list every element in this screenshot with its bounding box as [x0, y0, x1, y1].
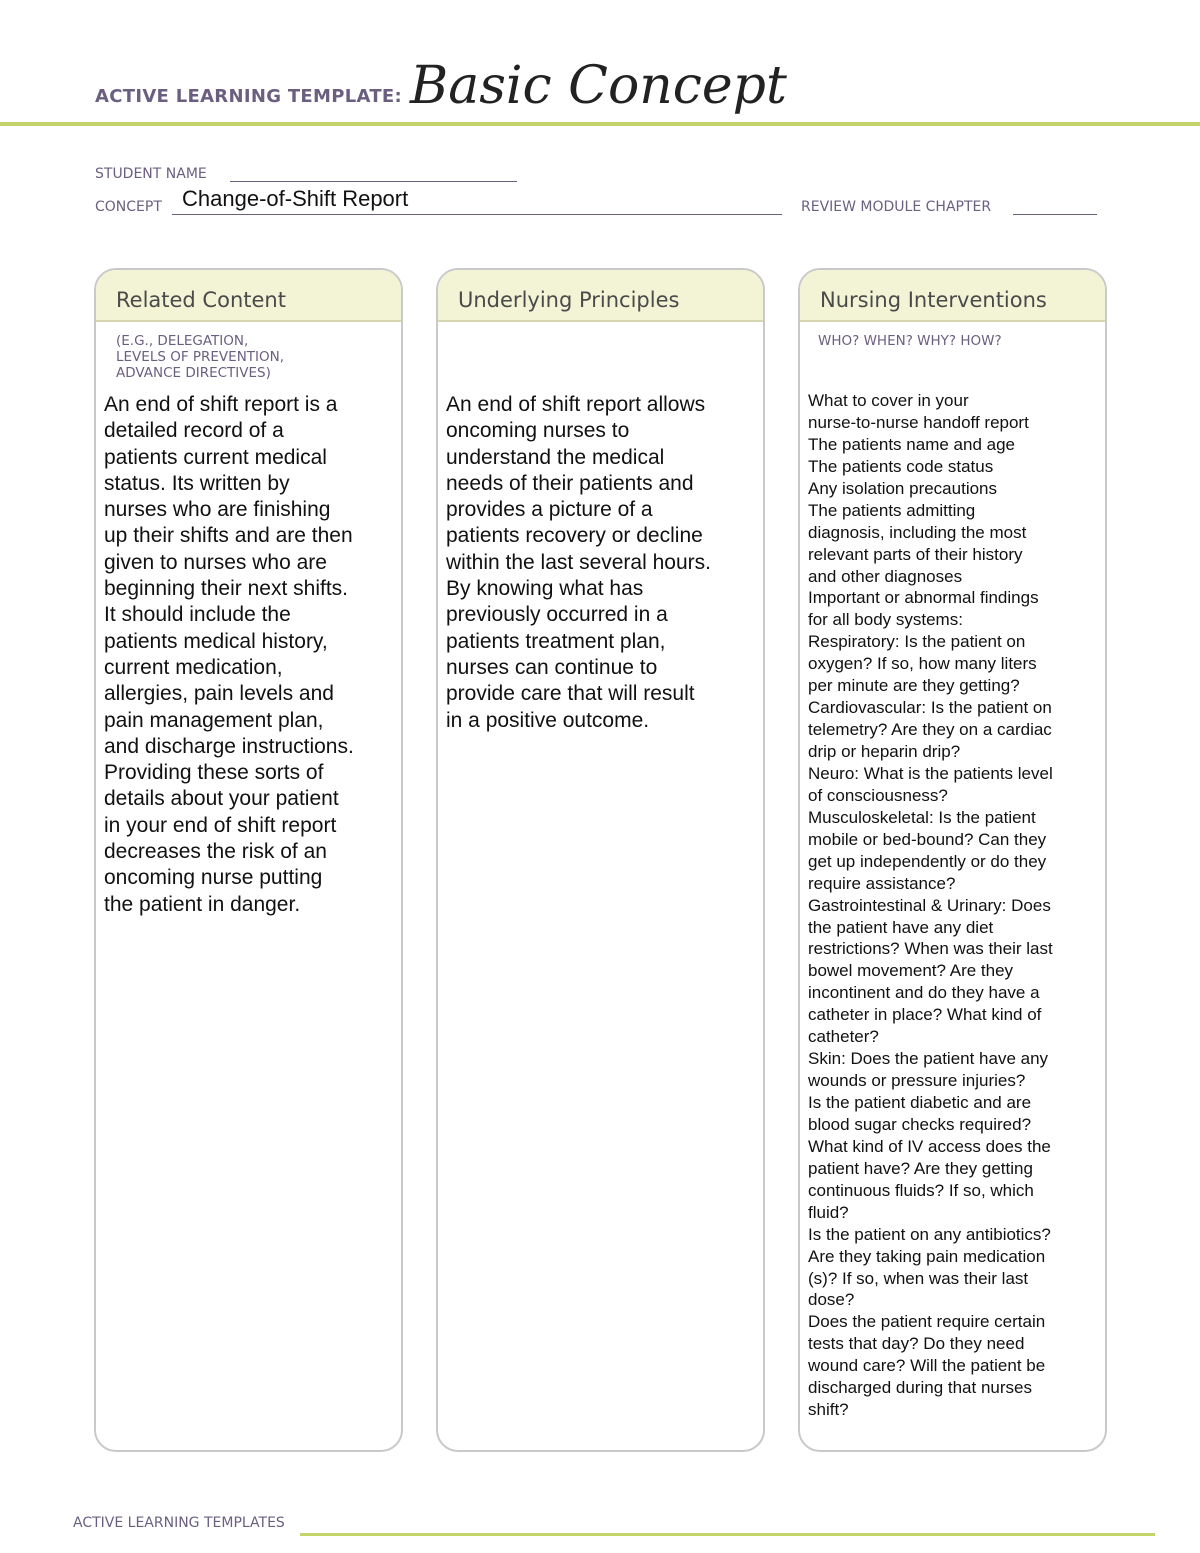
- underlying-principles-text[interactable]: An end of shift report allows oncoming nurses to understand the medical needs of their patients and provides a picture of a patients recovery or decline within the last several hours. By knowing what has previously occurred in a patients treatment plan, nurses can continue to provide care that will result in a positive outcome.: [446, 393, 711, 732]
- related-content-subtitle: (E.G., DELEGATION, LEVELS OF PREVENTION, ADVANCE DIRECTIVES): [116, 333, 285, 381]
- nursing-interventions-subtitle: WHO? WHEN? WHY? HOW?: [818, 333, 1002, 349]
- review-module-label: REVIEW MODULE CHAPTER: [801, 199, 992, 215]
- concept-field-line: [172, 214, 782, 215]
- panel-header: [438, 270, 763, 322]
- nursing-interventions-text[interactable]: What to cover in your nurse-to-nurse handoff report The patients name and age The patients code status Any isolation precautions The patients admitting diagnosis, including the most relevant parts of their history and other diagnoses Important or abnormal findings for all body systems: Respiratory: Is the patient on oxygen? If so, how many liters per minute are they getting? Cardiovascular: Is the patient on telemetry? Are they on a cardiac drip or heparin drip? Neuro: What is the patients level of consciousness? Musculoskeletal: Is the patient mobile or bed-bound? Can they get up independently or do they require assistance? Gastrointestinal & Urinary: Does the patient have any diet restrictions? When was their last bowel movement? Are they incontinent and do they have a catheter in place? What kind of catheter? Skin: Does the patient have any wounds or pressure injuries? Is the patient diabetic and are blood sugar checks required? What kind of IV access does the patient have? Are they getting continuous fluids? If so, which fluid? Is the patient on any antibiotics? Are they taking pain medication (s)? If so, when was their last dose? Does the patient require certain tests that day? Do they need wound care? Will the patient be discharged during that nurses shift?: [808, 391, 1053, 1420]
- review-module-field[interactable]: [1013, 214, 1097, 215]
- panel-header: [800, 270, 1105, 322]
- nursing-interventions-panel: [798, 268, 1107, 1452]
- underlying-principles-panel: [436, 268, 765, 1452]
- header-divider: [0, 122, 1200, 126]
- footer-divider: [300, 1533, 1155, 1536]
- student-name-field[interactable]: [230, 181, 517, 182]
- concept-field[interactable]: Change-of-Shift Report: [182, 186, 409, 211]
- nursing-interventions-title: Nursing Interventions: [820, 288, 1047, 312]
- student-name-label: STUDENT NAME: [95, 166, 207, 182]
- template-title: Basic Concept: [410, 56, 787, 116]
- panel-header: [96, 270, 401, 322]
- underlying-principles-title: Underlying Principles: [458, 288, 680, 312]
- related-content-title: Related Content: [116, 288, 286, 312]
- concept-label: CONCEPT: [95, 199, 162, 215]
- related-content-panel: [94, 268, 403, 1452]
- footer-label: ACTIVE LEARNING TEMPLATES: [73, 1515, 285, 1531]
- related-content-text[interactable]: An end of shift report is a detailed record of a patients current medical status. Its written by nurses who are finishing up their shifts and are then given to nurses who are beginning their next shifts. It should include the patients medical history, current medication, allergies, pain levels and pain management plan, and discharge instructions. Providing these sorts of details about your patient in your end of shift report decreases the risk of an oncoming nurse putting the patient in danger.: [104, 393, 354, 916]
- template-label: ACTIVE LEARNING TEMPLATE:: [95, 86, 402, 107]
